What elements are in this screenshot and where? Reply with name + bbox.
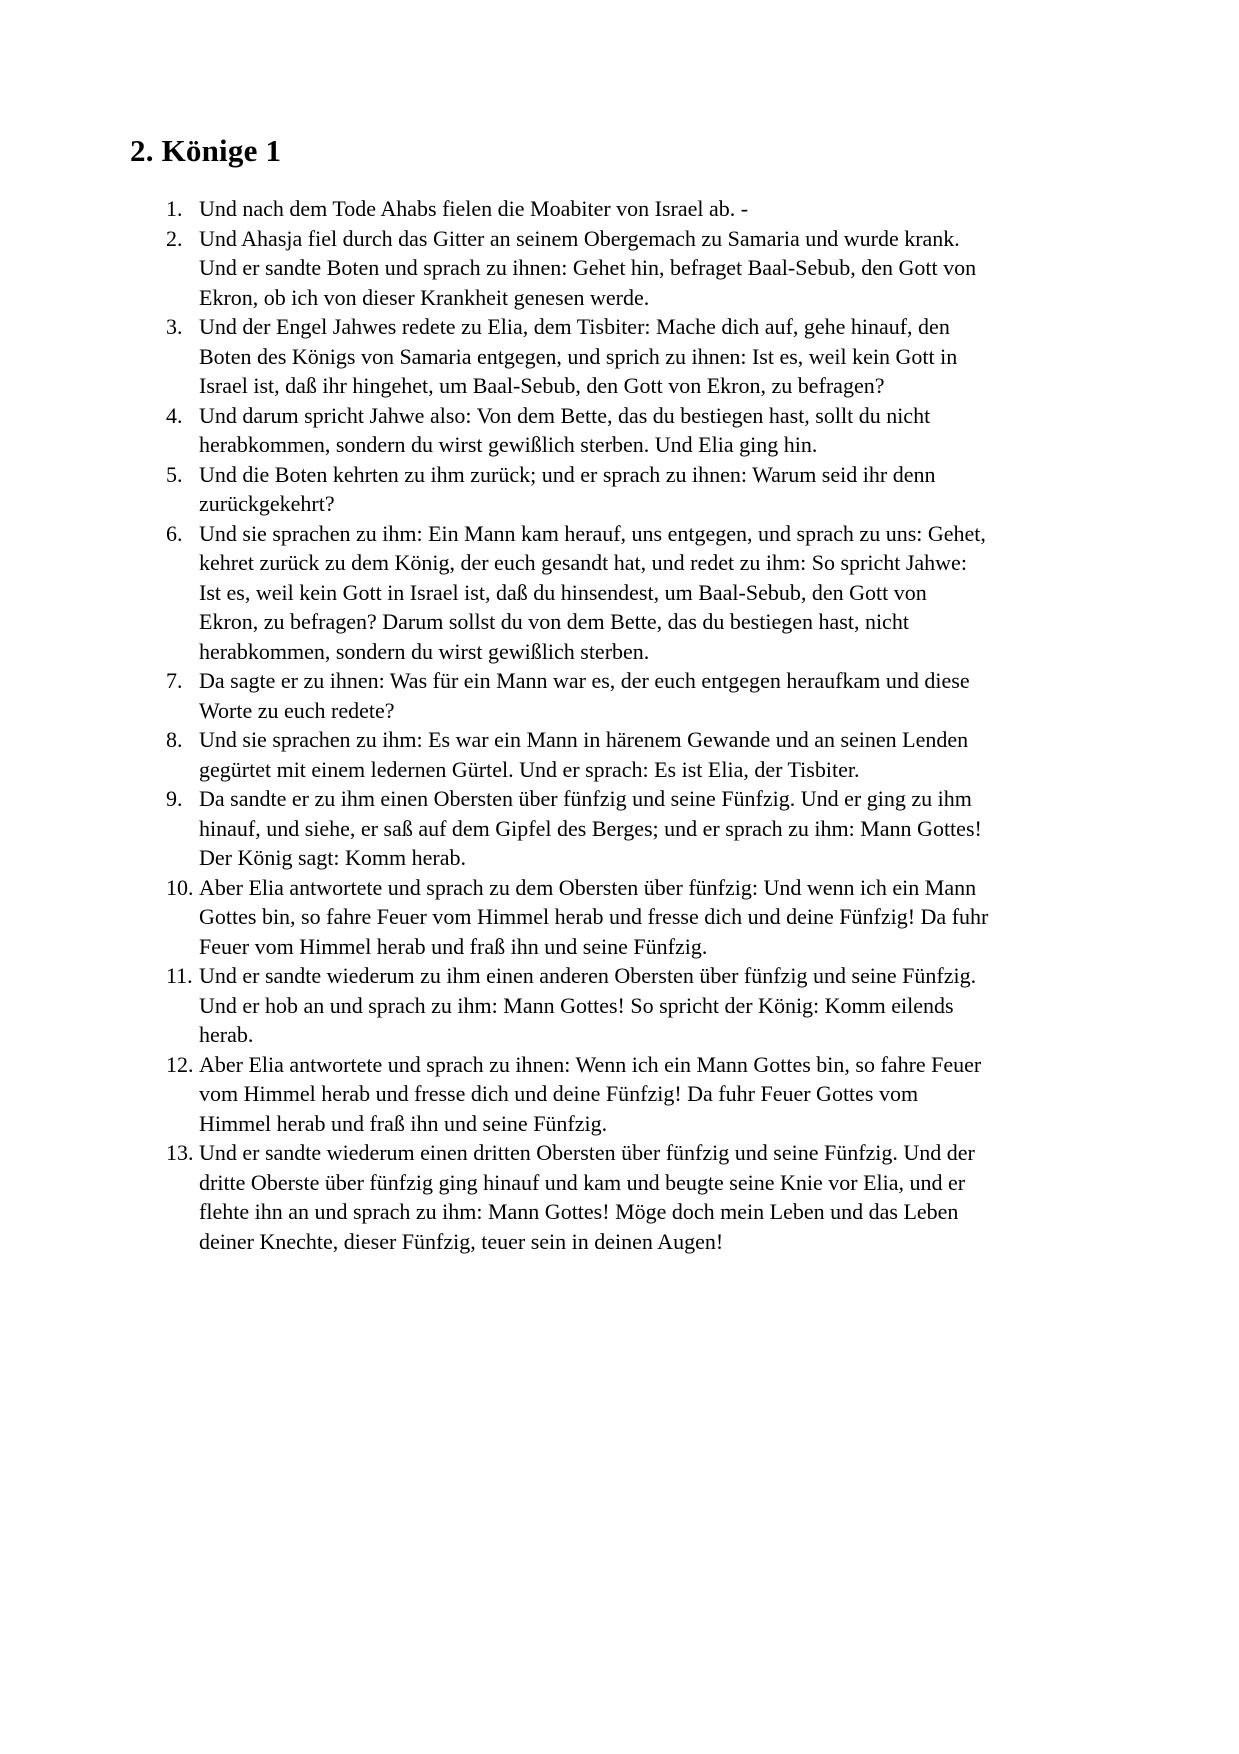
verse-number: 1. xyxy=(166,196,183,221)
verse-text: Und er sandte wiederum einen dritten Obersten über fünfzig und seine Fünfzig. Und der dritte Oberste über fünfzig ging hinauf und kam und beugte seine Knie vor Elia, und er flehte ihn an und sprach zu ihm: Mann Gottes! Möge doch mein Leben und das Leben deiner Knechte, dieser Fünfzig, teuer sein in deinen Augen! xyxy=(199,1140,975,1254)
verse-number: 8. xyxy=(166,727,183,752)
verse-text: Und der Engel Jahwes redete zu Elia, dem Tisbiter: Mache dich auf, gehe hinauf, den Boten des Königs von Samaria entgegen, und sprich zu ihnen: Ist es, weil kein Gott in Israel ist, daß ihr hingehet, um Baal-Sebub, den Gott von Ekron, zu befragen? xyxy=(199,314,958,398)
verse-text: Da sagte er zu ihnen: Was für ein Mann war es, der euch entgegen heraufkam und diese Worte zu euch redete? xyxy=(199,668,970,723)
verse-text: Und Ahasja fiel durch das Gitter an seinem Obergemach zu Samaria und wurde krank. Und er sandte Boten und sprach zu ihnen: Gehet hin, befraget Baal-Sebub, den Gott von Ekron, ob ich von dieser Krankheit genesen werde. xyxy=(199,225,977,310)
verse-number: 10. xyxy=(166,874,194,900)
verse-number: 11. xyxy=(166,963,193,988)
verse-number: 12. xyxy=(166,1051,194,1077)
verse-number: 5. xyxy=(166,461,183,487)
verse-item xyxy=(166,725,990,784)
verse-text: Und nach dem Tode Ahabs fielen die Moabiter von Israel ab. - xyxy=(199,196,749,221)
verse-number: 6. xyxy=(166,520,183,546)
verse-item xyxy=(166,519,990,667)
verse-number: 3. xyxy=(166,314,183,339)
verse-item xyxy=(166,460,990,519)
verse-text: Aber Elia antwortete und sprach zu ihnen: Wenn ich ein Mann Gottes bin, so fahre Feuer vom Himmel herab und fresse dich und deine Fünfzig! Da fuhr Feuer Gottes vom Himmel herab und fraß ihn und seine Fünfzig. xyxy=(199,1051,982,1136)
verse-text: Und sie sprachen zu ihm: Es war ein Mann in härenem Gewande und an seinen Lenden gegürtet mit einem ledernen Gürtel. Und er sprach: Es ist Elia, der Tisbiter. xyxy=(199,727,969,782)
verse-item xyxy=(166,873,990,962)
verse-item xyxy=(166,961,990,1050)
verse-item xyxy=(166,224,990,313)
verse-item xyxy=(166,312,990,401)
verse-list xyxy=(166,194,990,1256)
verse-text: Und er sandte wiederum zu ihm einen anderen Obersten über fünfzig und seine Fünfzig. Und er hob an und sprach zu ihm: Mann Gottes! So spricht der König: Komm eilends herab. xyxy=(199,963,977,1047)
verse-text: Und darum spricht Jahwe also: Von dem Bette, das du bestiegen hast, sollt du nicht herabkommen, sondern du wirst gewißlich sterben. Und Elia ging hin. xyxy=(199,402,931,457)
verse-number: 4. xyxy=(166,402,183,428)
verse-item xyxy=(166,1138,990,1256)
verse-text: Und sie sprachen zu ihm: Ein Mann kam herauf, uns entgegen, und sprach zu uns: Gehet, kehret zurück zu dem König, der euch gesandt hat, und redet zu ihm: So spricht Jahwe: Ist es, weil kein Gott in Israel ist, daß du hinsendest, um Baal-Sebub, den Gott von Ekron, zu befragen? Darum sollst du von dem Bette, das du bestiegen hast, nicht herabkommen, sondern du wirst gewißlich sterben. xyxy=(199,520,986,664)
verse-item xyxy=(166,784,990,873)
verse-item xyxy=(166,666,990,725)
verse-number: 13. xyxy=(166,1140,194,1165)
page-title: 2. Könige 1 xyxy=(130,133,282,168)
verse-text: Und die Boten kehrten zu ihm zurück; und er sprach zu ihnen: Warum seid ihr denn zurückgekehrt? xyxy=(199,461,936,516)
verse-text: Aber Elia antwortete und sprach zu dem Obersten über fünfzig: Und wenn ich ein Mann Gottes bin, so fahre Feuer vom Himmel herab und fresse dich und deine Fünfzig! Da fuhr Feuer vom Himmel herab und fraß ihn und seine Fünfzig. xyxy=(199,874,989,959)
verse-number: 9. xyxy=(166,786,183,811)
verse-number: 2. xyxy=(166,225,183,251)
verse-item xyxy=(166,1050,990,1139)
verse-item xyxy=(166,401,990,460)
verse-number: 7. xyxy=(166,668,183,693)
verse-item xyxy=(166,194,990,224)
verse-text: Da sandte er zu ihm einen Obersten über fünfzig und seine Fünfzig. Und er ging zu ihm hinauf, und siehe, er saß auf dem Gipfel des Berges; und er sprach zu ihm: Mann Gottes! Der König sagt: Komm herab. xyxy=(199,786,982,870)
